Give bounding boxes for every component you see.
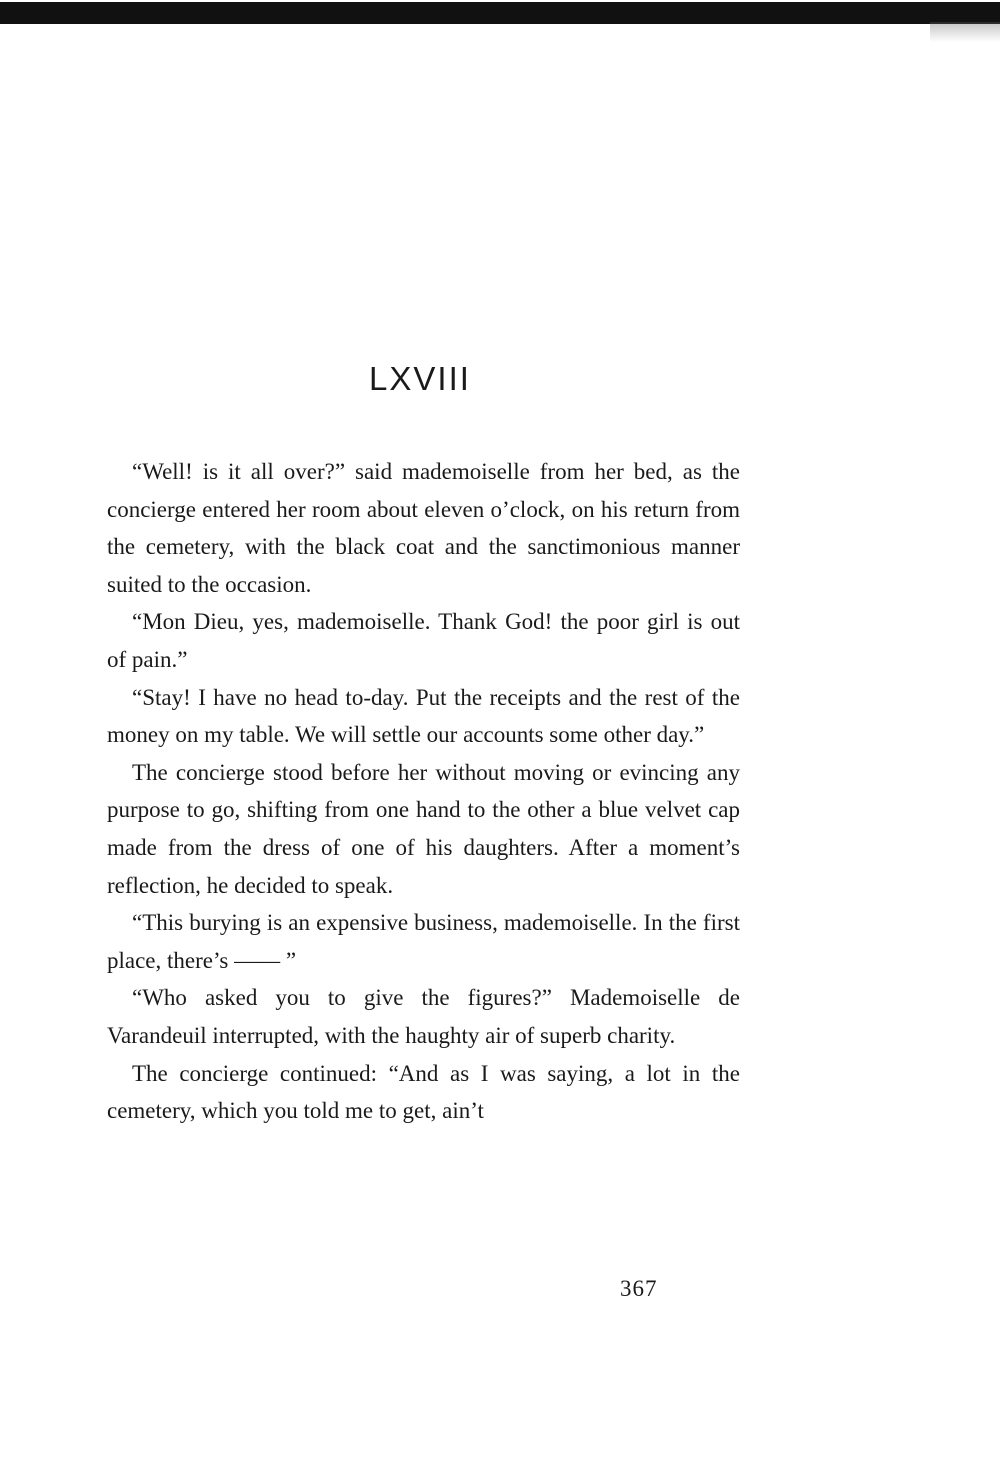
paragraph-7: The concierge continued: “And as I was saying, a lot in the cemetery, which you told me to get, ain’t [107, 1060, 740, 1124]
paragraph-6: “Who asked you to give the figures?” Mademoiselle de Varandeuil interrupted, with the haughty air of superb charity. [107, 985, 740, 1048]
paragraph-2: “Mon Dieu, yes, mademoiselle. Thank God! the poor girl is out of pain.” [107, 609, 740, 672]
page-number: 367 [620, 1276, 658, 1301]
body-text [107, 453, 740, 1130]
paragraph-3: “Stay! I have no head to-day. Put the receipts and the rest of the money on my table. We will settle our accounts some other day.” [107, 684, 740, 748]
paragraph-4: The concierge stood before her without moving or evincing any purpose to go, shifting from one hand to the other a blue velvet cap made from the dress of one of his daughters. After a moment’s reflection, he decided to speak. [107, 759, 740, 898]
chapter-heading: LXVIII [369, 360, 471, 397]
paragraph-5: “This burying is an expensive business, mademoiselle. In the first place, there’s —— ” [107, 910, 740, 973]
scan-top-edge [0, 2, 1000, 24]
scan-edge-shadow [930, 22, 1000, 42]
paragraph-1: “Well! is it all over?” said mademoiselle from her bed, as the concierge entered her room about eleven o’clock, on his return from the cemetery, with the black coat and the sanctimonious manner suited to the occasion. [107, 459, 740, 597]
